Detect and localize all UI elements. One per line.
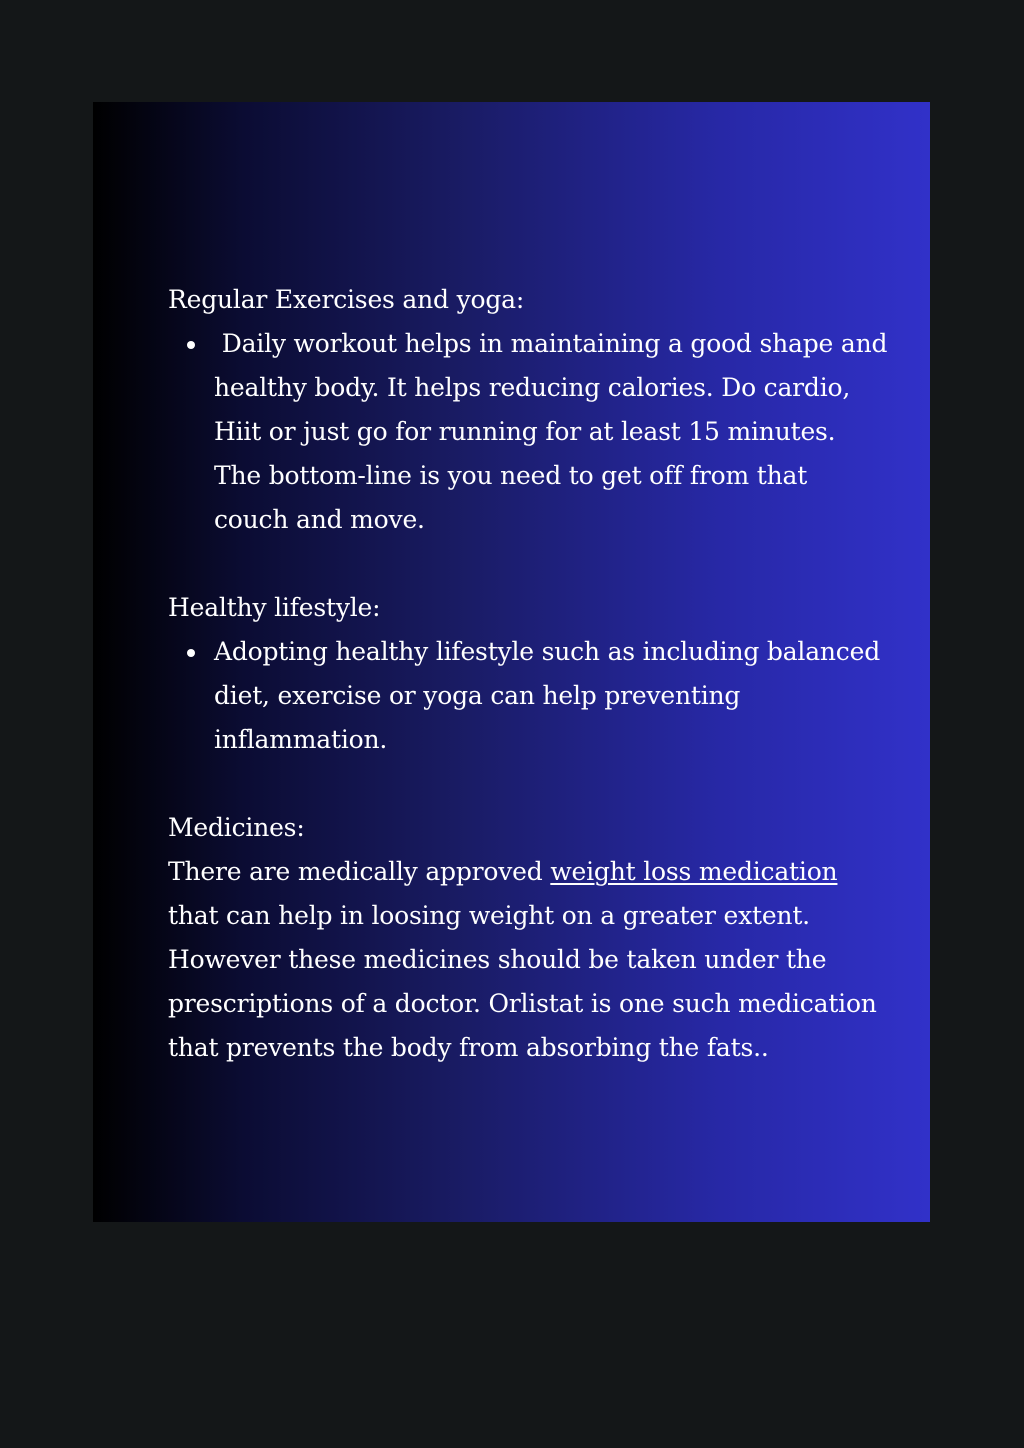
medicines-text-before: There are medically approved [168,857,551,886]
article-body [168,278,896,1070]
section-heading-medicines: Medicines: [168,813,305,842]
bullet-list-lifestyle [168,630,888,762]
section-heading-lifestyle: Healthy lifestyle: [168,593,381,622]
content-card [93,102,930,1222]
section-exercise [168,278,896,542]
weight-loss-medication-link[interactable]: weight loss medication [550,857,838,886]
bullet-list-exercise [168,322,896,542]
section-medicines [168,806,888,1070]
section-lifestyle [168,586,888,762]
spacer [168,542,888,586]
bullet-item-exercise: Daily workout helps in maintaining a good shape and healthy body. It helps reducing calories. Do cardio, Hiit or just go for running for at least 15 minutes. The bottom-line is you need to get off from that couch and move. [214,322,888,542]
spacer [168,762,888,806]
bullet-item-lifestyle: Adopting healthy lifestyle such as including balanced diet, exercise or yoga can help preventing inflammation. [214,630,888,762]
medicines-text-after: that can help in loosing weight on a greater extent. However these medicines should be taken under the prescriptions of a doctor. Orlistat is one such medication that prevents the body from absorbing the fats.. [168,857,885,1062]
medicines-paragraph [168,850,888,1070]
section-heading-exercise: Regular Exercises and yoga: [168,285,525,314]
